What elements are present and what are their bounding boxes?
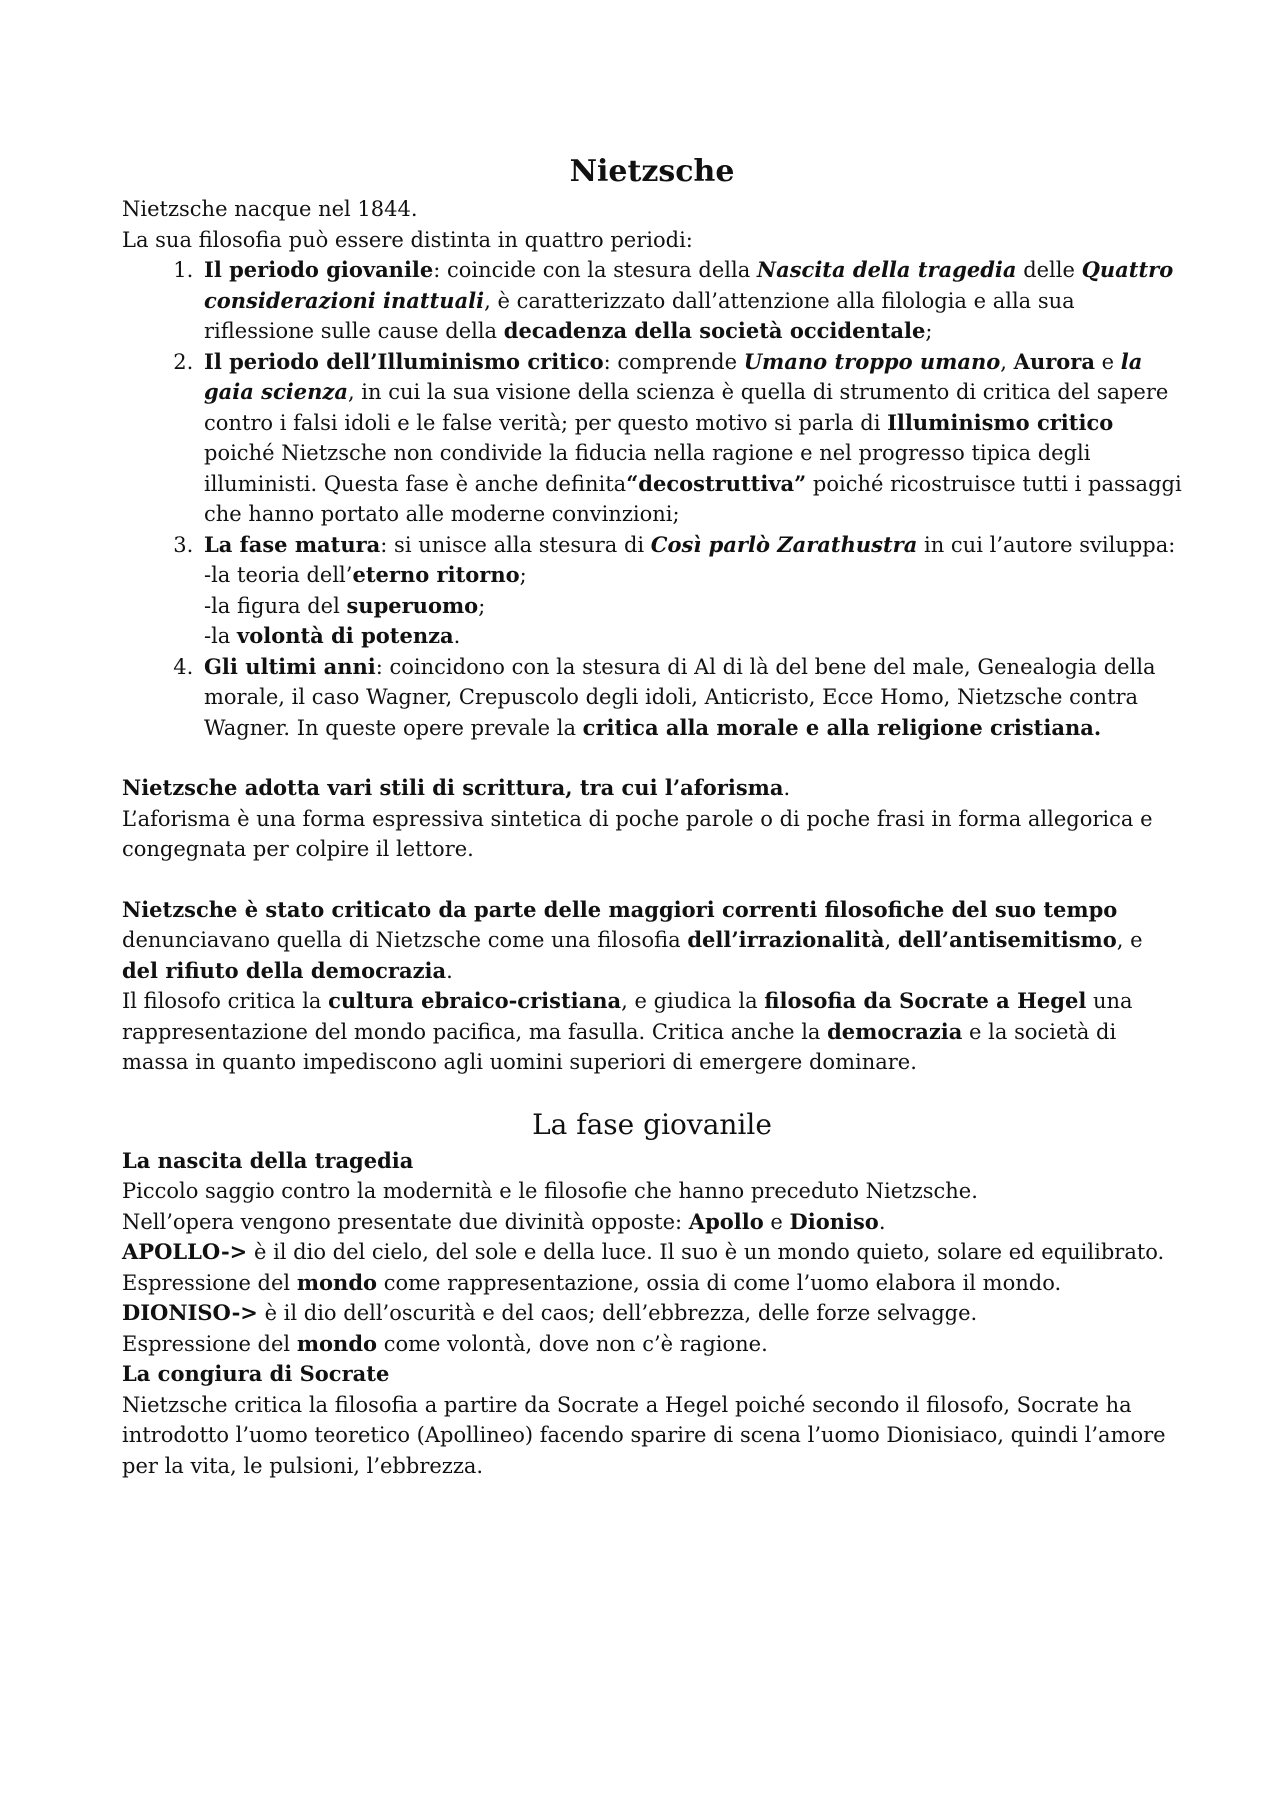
expression-line-1: Espressione del mondo come rappresentazione, ossia di come l’uomo elabora il mondo.: [122, 1269, 1062, 1295]
key-term: dell’antisemitismo: [897, 927, 1117, 952]
sub-item: -la volontà di potenza.: [204, 623, 461, 648]
key-term: mondo: [296, 1330, 378, 1356]
key-term: Illuminismo critico: [887, 409, 1114, 435]
key-term: democrazia: [827, 1018, 963, 1044]
expression-line-2: Espressione del mondo come volontà, dove non c’è ragione.: [122, 1330, 768, 1356]
sub-item: -la teoria dell’eterno ritorno;: [204, 562, 527, 587]
dioniso-line: DIONISO-> è il dio dell’oscurità e del caos; dell’ebbrezza, delle forze selvagge.: [122, 1300, 978, 1325]
period-name: La fase matura: [204, 531, 381, 557]
period-name: Il periodo giovanile: [204, 257, 434, 282]
key-term: mondo: [296, 1269, 378, 1295]
work-title: Così parlò Zarathustra: [650, 531, 918, 557]
period-name: Il periodo dell’Illuminismo critico: [204, 348, 604, 374]
key-term: filosofia da Socrate a Hegel: [764, 988, 1087, 1013]
aforisma-heading: Nietzsche adotta vari stili di scrittura, tra cui l’aforisma.: [122, 775, 791, 800]
key-term: decadenza della società occidentale: [503, 318, 926, 343]
spacer: [122, 1078, 1182, 1104]
critiche-paragraph-2: Il filosofo critica la cultura ebraico-cristiana, e giudica la filosofia da Socrate a Hegel una rappresentazione del mondo pacifica, ma fasulla. Critica anche la democrazia e la società di massa in quanto impediscono agli uomini superiori di emergere dominare.: [122, 988, 1133, 1074]
aforisma-text: L’aforisma è una forma espressiva sintetica di poche parole o di poche frasi in forma allegorica e congegnata per colpire il lettore.: [122, 806, 1153, 861]
dioniso-label: DIONISO->: [122, 1300, 258, 1325]
critiche-heading: Nietzsche è stato criticato da parte delle maggiori correnti filosofiche del suo tempo: [122, 896, 1118, 922]
intro-line-birth: Nietzsche nacque nel 1844.: [122, 197, 418, 221]
key-term: eterno ritorno: [352, 562, 520, 587]
key-term: del rifiuto della democrazia: [122, 957, 447, 983]
key-term: superuomo: [346, 592, 479, 618]
critiche-paragraph: Nietzsche è stato criticato da parte delle maggiori correnti filosofiche del suo tempo denunciavano quella di Nietzsche come una filosofia dell’irrazionalità, dell’antisemitismo, e del rifiuto della democrazia.: [122, 896, 1143, 983]
spacer: [122, 865, 1182, 895]
intro-line-periods: La sua filosofia può essere distinta in quattro periodi:: [122, 227, 693, 252]
key-term: Dioniso: [789, 1208, 879, 1234]
section-title: La fase giovanile: [532, 1107, 772, 1141]
key-term: “decostruttiva”: [626, 470, 807, 496]
document-page: [122, 150, 1182, 1481]
work-title: Nascita della tragedia: [756, 257, 1017, 282]
period-item-mature: 3. La fase matura: si unisce alla stesura di Così parlò Zarathustra in cui l’autore sviluppa: -la teoria dell’eterno ritorno; -la figura del superuomo; -la volontà di potenza.: [200, 530, 1182, 652]
key-term: critica alla morale e alla religione cristiana.: [582, 714, 1102, 740]
work-title: Quattro considerazioni inattuali: [204, 257, 1174, 313]
work-title: Aurora: [1013, 348, 1095, 374]
nascita-heading: La nascita della tragedia: [122, 1147, 414, 1173]
spacer: [122, 743, 1182, 773]
nascita-line-2: Nell’opera vengono presentate due divinità opposte: Apollo e Dioniso.: [122, 1208, 886, 1234]
key-term: dell’irrazionalità: [687, 927, 885, 952]
work-title: Umano troppo umano: [743, 348, 1001, 374]
key-term: cultura ebraico-cristiana: [328, 988, 622, 1013]
congiura-heading: La congiura di Socrate: [122, 1361, 390, 1386]
key-term: Apollo: [688, 1208, 764, 1234]
work-title: la gaia scienza: [204, 348, 1143, 404]
apollo-line: APOLLO-> è il dio del cielo, del sole e della luce. Il suo è un mondo quieto, solare ed equilibrato.: [122, 1239, 1165, 1264]
period-item-youth: 1. Il periodo giovanile: coincide con la stesura della Nascita della tragedia delle Quattro considerazioni inattuali, è caratterizzato dall’attenzione alla filologia e alla sua riflessione sulle cause della decadenza della società occidentale;: [200, 255, 1182, 347]
congiura-text: Nietzsche critica la filosofia a partire da Socrate a Hegel poiché secondo il filosofo, Socrate ha introdotto l’uomo teoretico (Apollineo) facendo sparire di scena l’uomo Dionisiaco, quindi l’amore per la vita, le pulsioni, l’ebbrezza.: [122, 1392, 1166, 1478]
key-term: volontà di potenza: [237, 623, 454, 648]
period-item-last-years: 4. Gli ultimi anni: coincidono con la stesura di Al di là del bene del male, Genealogia della morale, il caso Wagner, Crepuscolo degli idoli, Anticristo, Ecce Homo, Nietzsche contra Wagner. In queste opere prevale la critica alla morale e alla religione cristiana.: [200, 652, 1182, 744]
periods-list: [122, 255, 1182, 743]
period-item-enlightenment: 2. Il periodo dell’Illuminismo critico: comprende Umano troppo umano, Aurora e la gaia scienza, in cui la sua visione della scienza è quella di strumento di critica del sapere contro i falsi idoli e le false verità; per questo motivo si parla di Illuminismo critico poiché Nietzsche non condivide la fiducia nella ragione e nel progresso tipica degli illuministi. Questa fase è anche definita“decostruttiva” poiché ricostruisce tutti i passaggi che hanno portato alle moderne convinzioni;: [200, 347, 1182, 530]
nascita-line-1: Piccolo saggio contro la modernità e le filosofie che hanno preceduto Nietzsche.: [122, 1179, 978, 1203]
sub-item: -la figura del superuomo;: [204, 592, 486, 618]
apollo-label: APOLLO->: [122, 1239, 248, 1264]
period-name: Gli ultimi anni: [204, 653, 376, 679]
page-title: Nietzsche: [569, 154, 735, 189]
